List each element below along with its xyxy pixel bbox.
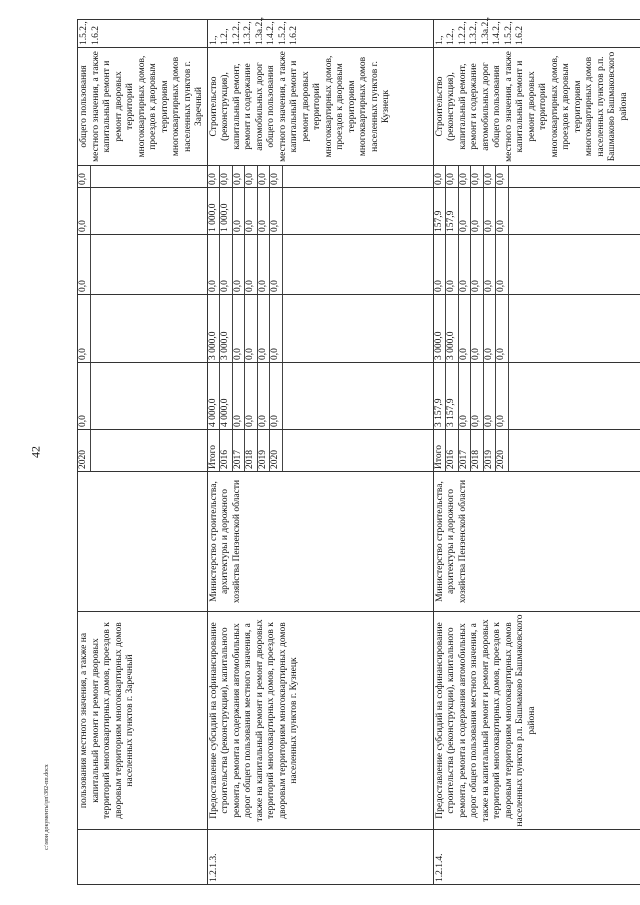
year-cell <box>433 430 640 472</box>
year-cell <box>207 430 433 472</box>
federal-budget-cell <box>207 235 433 295</box>
regional-budget-cell-value: 3 000,0 <box>208 295 221 362</box>
regional-budget-cell-value: 0,0 <box>484 295 497 362</box>
activity-number-cell: 1.2.1.3. <box>207 830 433 885</box>
federal-budget-cell-value: 0,0 <box>208 235 221 294</box>
indicator-numbers-cell: 1., 1.2., 1.2.2., 1.3.2., 1.3а.2., 1.4.2., 1.5.2., 1.6.2 <box>433 20 640 48</box>
local-budget-cell-value: 0,0 <box>484 188 497 234</box>
regional-budget-cell-value: 0,0 <box>258 295 271 362</box>
federal-budget-cell-value: 0,0 <box>434 235 447 294</box>
year-cell-value: 2016 <box>220 430 233 471</box>
total-funding-cell-value: 0,0 <box>270 363 283 429</box>
regional-budget-cell-value: 3 000,0 <box>434 295 447 362</box>
other-sources-cell <box>207 166 433 188</box>
total-funding-cell <box>433 363 640 430</box>
other-sources-cell-value: 0,0 <box>208 166 221 187</box>
federal-budget-cell <box>78 235 208 295</box>
executor-cell <box>78 472 208 612</box>
total-funding-cell <box>78 363 208 430</box>
total-funding-cell-value: 4 000,0 <box>220 363 233 429</box>
other-sources-cell-value: 0,0 <box>220 166 233 187</box>
table-row <box>207 20 433 885</box>
other-sources-cell-value: 0,0 <box>270 166 283 187</box>
expected-result-cell: Строительство (реконструкция), капитальный ремонт, ремонт и содержание автомобильных дорог общего пользования местного значения, а также капитальный ремонт и ремонт дворовых территорий многоквартирных домов, проездов к дворовым территориям многоквартирных домов населенных пунктов г. Кузнецк <box>207 48 433 166</box>
total-funding-cell-value: 0,0 <box>459 363 472 429</box>
year-cell-value: 2020 <box>496 430 509 471</box>
activity-number-cell: 1.2.1.4. <box>433 830 640 885</box>
regional-budget-cell <box>78 295 208 363</box>
federal-budget-cell-value: 0,0 <box>484 235 497 294</box>
federal-budget-cell-value: 0,0 <box>220 235 233 294</box>
total-funding-cell-value: 0,0 <box>233 363 246 429</box>
local-budget-cell-value: 0,0 <box>78 188 91 234</box>
total-funding-cell-value: 0,0 <box>471 363 484 429</box>
table-row <box>78 20 208 885</box>
total-funding-cell-value: 3 157,9 <box>434 363 447 429</box>
federal-budget-cell-value: 0,0 <box>496 235 509 294</box>
other-sources-cell-value: 0,0 <box>471 166 484 187</box>
federal-budget-cell-value: 0,0 <box>471 235 484 294</box>
local-budget-cell-value: 0,0 <box>245 188 258 234</box>
total-funding-cell-value: 0,0 <box>484 363 497 429</box>
year-cell-value: Итого <box>434 430 447 471</box>
regional-budget-cell <box>433 295 640 363</box>
federal-budget-cell-value: 0,0 <box>459 235 472 294</box>
year-cell-value: 2020 <box>270 430 283 471</box>
regional-budget-cell-value: 0,0 <box>245 295 258 362</box>
regional-budget-cell-value: 0,0 <box>270 295 283 362</box>
federal-budget-cell-value: 0,0 <box>245 235 258 294</box>
executor-cell: Министерство строительства, архитектуры и дорожного хозяйства Пензенской области <box>433 472 640 612</box>
total-funding-cell-value: 4 000,0 <box>208 363 221 429</box>
local-budget-cell-value: 1 000,0 <box>220 188 233 234</box>
regional-budget-cell-value: 0,0 <box>471 295 484 362</box>
local-budget-cell <box>433 188 640 235</box>
total-funding-cell-value: 0,0 <box>78 363 91 429</box>
regional-budget-cell-value: 0,0 <box>496 295 509 362</box>
regional-budget-cell-value: 3 000,0 <box>446 295 459 362</box>
year-cell-value: 2018 <box>245 430 258 471</box>
local-budget-cell-value: 157,9 <box>446 188 459 234</box>
indicator-numbers-cell: 1., 1.2., 1.2.2., 1.3.2., 1.3а.2., 1.4.2., 1.5.2., 1.6.2 <box>207 20 433 48</box>
other-sources-cell-value: 0,0 <box>459 166 472 187</box>
year-cell-value: 2020 <box>78 430 91 471</box>
federal-budget-cell-value: 0,0 <box>446 235 459 294</box>
activity-number-cell <box>78 830 208 885</box>
year-cell-value: 2019 <box>484 430 497 471</box>
rotated-page-content <box>77 17 629 885</box>
other-sources-cell <box>78 166 208 188</box>
activity-name-cell: Предоставление субсидий на софинансирование строительства (реконструкции), капитального ремонта, ремонта и содержания автомобильных дорог общего пользования местного значения, а также на капитальный ремонт и ремонт дворовых территорий многоквартирных домов, проездов к дворовым территориям многоквартирных домов населенных пунктов г. Кузнецк <box>207 612 433 830</box>
table-row <box>433 20 640 885</box>
local-budget-cell-value: 0,0 <box>459 188 472 234</box>
year-cell-value: 2016 <box>446 430 459 471</box>
other-sources-cell-value: 0,0 <box>78 166 91 187</box>
local-budget-cell-value: 0,0 <box>496 188 509 234</box>
other-sources-cell-value: 0,0 <box>484 166 497 187</box>
total-funding-cell-value: 3 157,9 <box>446 363 459 429</box>
local-budget-cell-value: 157,9 <box>434 188 447 234</box>
local-budget-cell <box>78 188 208 235</box>
activity-name-cell: пользования местного значения, а также на капитальный ремонт и ремонт дворовых территорий многоквартирных домов, проездов к дворовым территориям многоквартирных домов населенных пунктов г. Заречный <box>78 612 208 830</box>
other-sources-cell-value: 0,0 <box>496 166 509 187</box>
regional-budget-cell-value: 0,0 <box>459 295 472 362</box>
total-funding-cell-value: 0,0 <box>245 363 258 429</box>
local-budget-cell-value: 0,0 <box>258 188 271 234</box>
year-cell-value: 2017 <box>459 430 472 471</box>
regional-budget-cell-value: 0,0 <box>233 295 246 362</box>
year-cell-value: 2019 <box>258 430 271 471</box>
year-cell <box>78 430 208 472</box>
other-sources-cell-value: 0,0 <box>446 166 459 187</box>
executor-cell: Министерство строительства, архитектуры и дорожного хозяйства Пензенской области <box>207 472 433 612</box>
federal-budget-cell-value: 0,0 <box>270 235 283 294</box>
activity-name-cell: Предоставление субсидий на софинансирование строительства (реконструкции), капитального ремонта, ремонта и содержания автомобильных дорог общего пользования местного значения, а также на капитальный ремонт и ремонт дворовых территорий многоквартирных домов, проездов к дворовым территориям многоквартирных домов населенных пунктов р.п. Башмаково Башмаковского района <box>433 612 640 830</box>
page-number: 42 <box>28 446 43 458</box>
regional-budget-cell-value: 0,0 <box>78 295 91 362</box>
regional-budget-cell-value: 3 000,0 <box>220 295 233 362</box>
local-budget-cell-value: 0,0 <box>471 188 484 234</box>
year-cell-value: Итого <box>208 430 221 471</box>
other-sources-cell-value: 0,0 <box>233 166 246 187</box>
local-budget-cell-value: 0,0 <box>233 188 246 234</box>
regional-budget-cell <box>207 295 433 363</box>
local-budget-cell <box>207 188 433 235</box>
total-funding-cell <box>207 363 433 430</box>
federal-budget-cell-value: 0,0 <box>258 235 271 294</box>
federal-budget-cell <box>433 235 640 295</box>
other-sources-cell-value: 0,0 <box>245 166 258 187</box>
federal-budget-cell-value: 0,0 <box>78 235 91 294</box>
expected-result-cell: Строительство (реконструкция), капитальный ремонт, ремонт и содержание автомобильных дорог общего пользования местного значения, а также капитальный ремонт и ремонт дворовых территорий многоквартирных домов, проездов к дворовым территориям многоквартирных домов населенных пунктов р.п. Башмаково Башмаковского района <box>433 48 640 166</box>
total-funding-cell-value: 0,0 <box>496 363 509 429</box>
program-activities-table <box>77 19 640 885</box>
local-budget-cell-value: 0,0 <box>270 188 283 234</box>
other-sources-cell-value: 0,0 <box>434 166 447 187</box>
year-cell-value: 2018 <box>471 430 484 471</box>
other-sources-cell <box>433 166 640 188</box>
federal-budget-cell-value: 0,0 <box>233 235 246 294</box>
local-budget-cell-value: 1 000,0 <box>208 188 221 234</box>
total-funding-cell-value: 0,0 <box>258 363 271 429</box>
year-cell-value: 2017 <box>233 430 246 471</box>
indicator-numbers-cell: 1.5.2., 1.6.2 <box>78 20 208 48</box>
other-sources-cell-value: 0,0 <box>258 166 271 187</box>
footer-file-path: c:\мои документы\рп\382-пп.docx <box>44 764 50 850</box>
expected-result-cell: общего пользования местного значения, а также капитальный ремонт и ремонт дворовых территорий многоквартирных домов, проездов к дворовым территориям многоквартирных домов населенных пунктов г. Заречный <box>78 48 208 166</box>
